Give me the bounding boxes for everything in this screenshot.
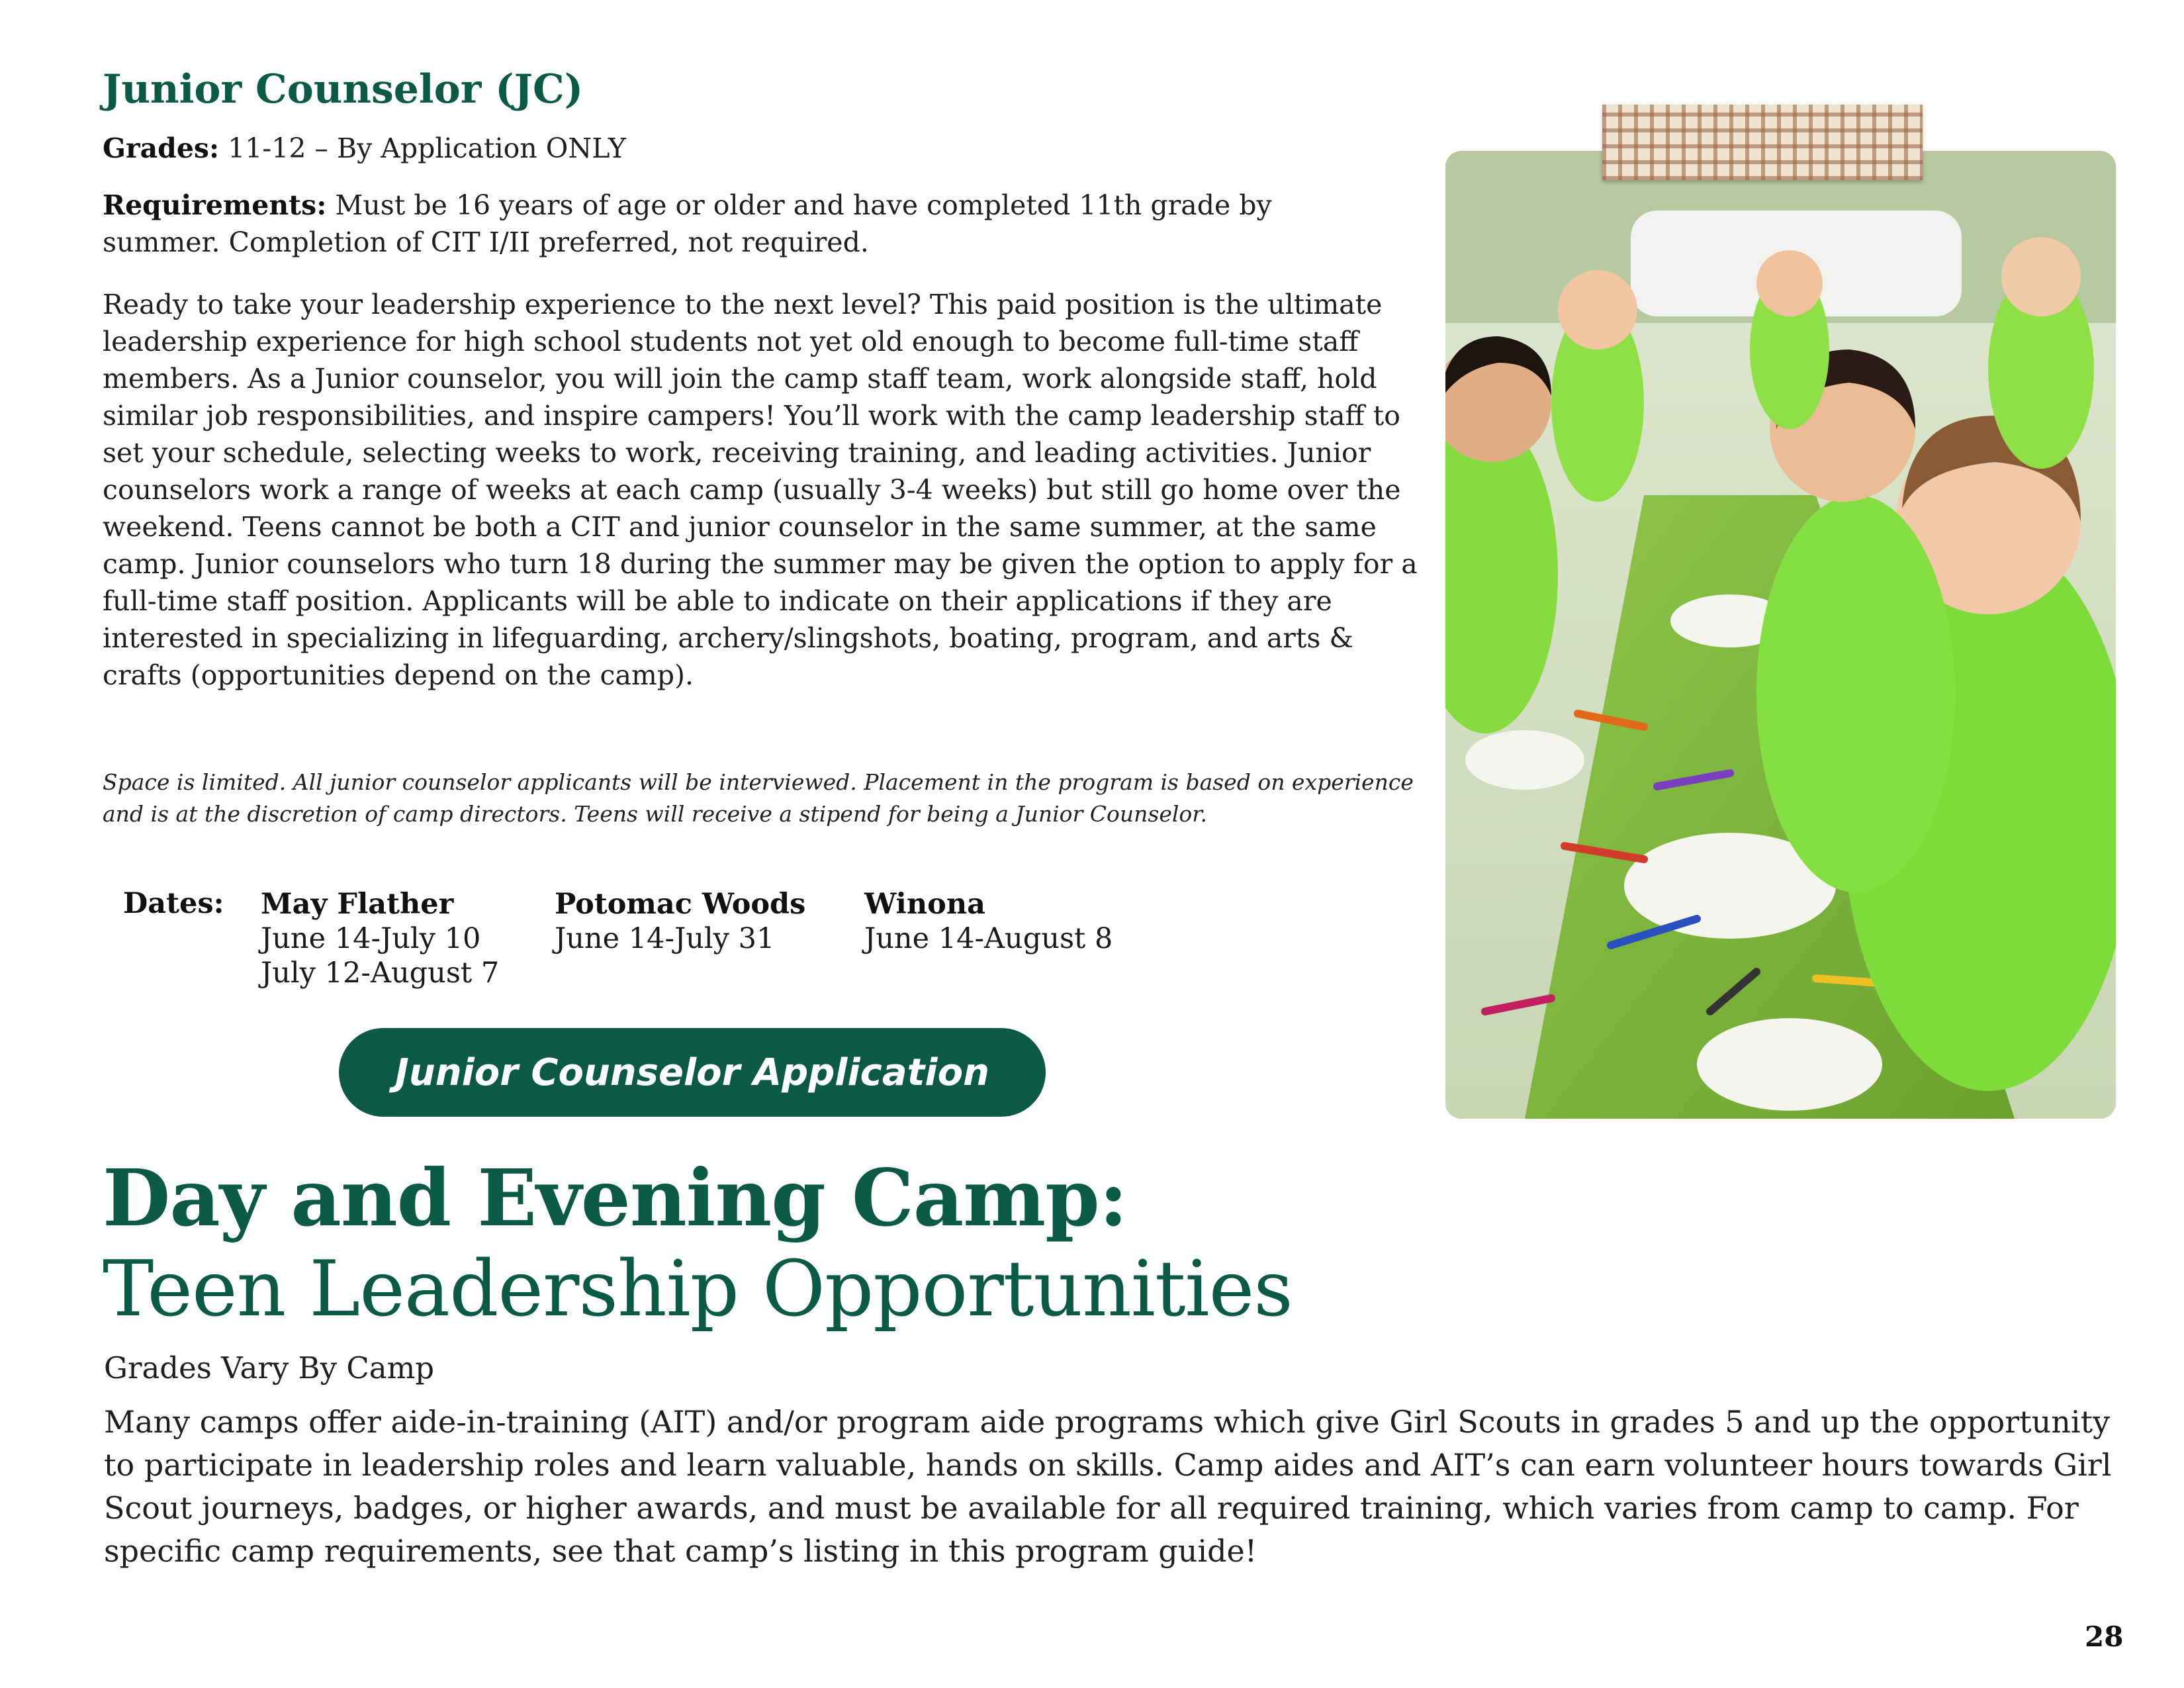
camp-may-flather [261, 887, 499, 990]
grades-value: 11-12 – By Application ONLY [228, 132, 626, 164]
grades-line [103, 130, 1393, 167]
photo-illustration [1445, 151, 2116, 1119]
section-title-junior-counselor: Junior Counselor (JC) [103, 66, 584, 113]
day-evening-description: Many camps offer aide-in-training (AIT) and/or program aide programs which give Girl Scouts in grades 5 and up the opportunity to participate in leadership roles and learn valuable, hands on skills. Camp aides and AIT’s can earn volunteer hours towards Girl Scout journeys, badges, or higher awards, and must be available for all required training, which varies from camp to camp. For specific camp requirements, see that camp’s listing in this program guide! [104, 1404, 2112, 1569]
dates-label: Dates: [123, 887, 224, 920]
camp-date: June 14-July 31 [555, 922, 775, 955]
camp-potomac-woods [555, 887, 805, 956]
page-number: 28 [2085, 1620, 2124, 1653]
camp-date: June 14-July 10 [261, 922, 481, 955]
requirements-label: Requirements: [103, 189, 327, 221]
junior-counselor-note: Space is limited. All junior counselor applicants will be interviewed. Placement in the program is based on experience and is at the discretion of camp directors. Teens will receive a stipend for being a Junior Counselor. [103, 769, 1414, 827]
camp-name: Winona [864, 888, 985, 921]
grades-vary-line: Grades Vary By Camp [104, 1350, 435, 1385]
heading-day-evening-camp: Day and Evening Camp: [103, 1152, 1128, 1244]
camp-date: July 12-August 7 [261, 957, 500, 990]
junior-counselor-description: Ready to take your leadership experience to the next level? This paid position is the ultimate leadership experience for high school students not yet old enough to become full-time staff members. As a Junior counselor, you will join the camp staff team, work alongside staff, hold similar job responsibilities, and inspire campers! You’ll work with the camp leadership staff to set your schedule, selecting weeks to work, receiving training, and leading activities. Junior counselors work a range of weeks at each camp (usually 3-4 weeks) but still go home over the weekend. Teens cannot be both a CIT and junior counselor in the same summer, at the same camp. Junior counselors who turn 18 during the summer may be given the option to apply for a full-time staff position. Applicants will be able to indicate on their applications if they are interested in specializing in lifeguarding, archery/slingshots, boating, program, and arts & crafts (opportunities depend on the camp). [103, 289, 1418, 691]
camp-winona [864, 887, 1113, 956]
subheading-teen-leadership: Teen Leadership Opportunities [103, 1244, 1293, 1334]
decorative-tape [1602, 105, 1923, 180]
requirements-line [103, 187, 1393, 261]
grades-label: Grades: [103, 132, 220, 164]
camp-name: May Flather [261, 888, 454, 921]
camp-date: June 14-August 8 [864, 922, 1113, 955]
campers-crafts-photo [1445, 151, 2116, 1119]
camp-name: Potomac Woods [555, 888, 806, 921]
junior-counselor-application-button[interactable]: Junior Counselor Application [339, 1028, 1046, 1117]
requirements-value: Must be 16 years of age or older and have completed 11th grade by summer. Completion of CIT I/II preferred, not required. [103, 189, 1272, 258]
